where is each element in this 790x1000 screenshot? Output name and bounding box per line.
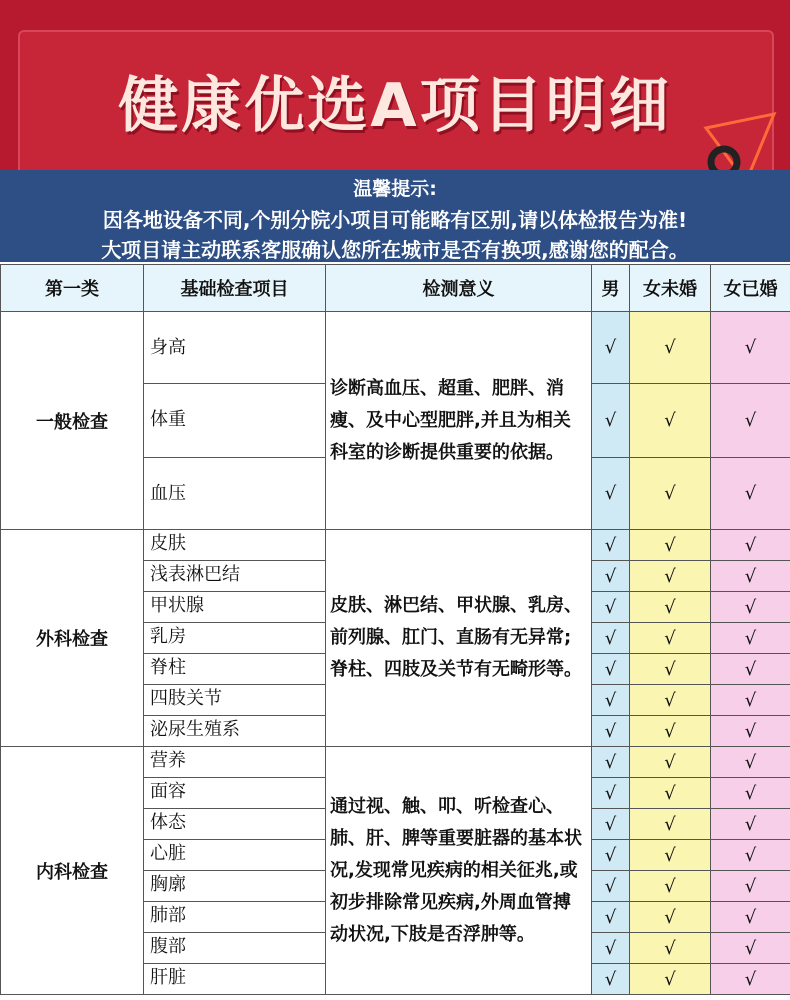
female-married-tick-cell	[711, 778, 790, 809]
check-mark-icon: √	[604, 689, 617, 711]
check-mark-icon: √	[744, 337, 757, 358]
check-mark-icon: √	[604, 410, 617, 431]
category-cell: 一般检查	[1, 312, 144, 530]
male-tick-cell	[592, 902, 630, 933]
female-married-tick-cell	[711, 384, 790, 458]
item-cell	[144, 809, 326, 840]
check-mark-icon: √	[744, 968, 757, 990]
female-unmarried-tick-cell	[630, 623, 711, 654]
check-mark-icon: √	[664, 534, 676, 556]
check-mark-icon: √	[664, 596, 676, 618]
notice-line-1: 因各地设备不同,个别分院小项目可能略有区别,请以体检报告为准!	[102, 208, 688, 232]
item-cell	[144, 933, 326, 964]
female-unmarried-tick-cell	[630, 654, 711, 685]
item-cell	[144, 685, 326, 716]
check-mark-icon: √	[664, 844, 676, 866]
category-cell: 内科检查	[1, 747, 144, 995]
check-mark-icon: √	[744, 689, 757, 711]
notice-title: 温馨提示:	[353, 178, 437, 200]
female-unmarried-tick-cell	[630, 530, 711, 561]
item-label: 血压	[150, 483, 186, 504]
female-unmarried-tick-cell	[630, 747, 711, 778]
check-mark-icon: √	[664, 627, 676, 649]
page-title: 健康优选A项目明细	[118, 71, 672, 141]
check-mark-icon: √	[744, 844, 757, 866]
check-mark-icon: √	[664, 337, 676, 358]
check-mark-icon: √	[744, 720, 757, 742]
check-mark-icon: √	[664, 813, 676, 835]
notice-line-2: 大项目请主动联系客服确认您所在城市是否有换项,感谢您的配合。	[101, 238, 689, 262]
item-cell	[144, 964, 326, 995]
item-label: 心脏	[150, 843, 186, 864]
check-mark-icon: √	[744, 410, 757, 431]
check-mark-icon: √	[604, 875, 617, 897]
item-cell	[144, 623, 326, 654]
female-unmarried-tick-cell	[630, 592, 711, 623]
check-mark-icon: √	[664, 875, 676, 897]
item-label: 胸廓	[150, 874, 186, 895]
check-mark-icon: √	[664, 689, 676, 711]
female-married-tick-cell	[711, 623, 790, 654]
male-tick-cell	[592, 778, 630, 809]
female-married-tick-cell	[711, 716, 790, 747]
female-married-tick-cell	[711, 312, 790, 384]
check-mark-icon: √	[744, 875, 757, 897]
item-label: 脊柱	[150, 657, 186, 678]
male-tick-cell	[592, 530, 630, 561]
check-mark-icon: √	[744, 534, 757, 556]
check-mark-icon: √	[744, 782, 757, 804]
item-cell	[144, 840, 326, 871]
male-tick-cell	[592, 592, 630, 623]
female-married-tick-cell	[711, 654, 790, 685]
female-unmarried-tick-cell	[630, 778, 711, 809]
item-cell	[144, 747, 326, 778]
male-tick-cell	[592, 933, 630, 964]
check-mark-icon: √	[744, 658, 757, 680]
check-mark-icon: √	[664, 937, 676, 959]
check-mark-icon: √	[604, 906, 617, 928]
item-cell	[144, 458, 326, 530]
header-item: 基础检查项目	[144, 265, 326, 312]
female-unmarried-tick-cell	[630, 809, 711, 840]
header-female-unmarried: 女未婚	[630, 265, 711, 312]
female-unmarried-tick-cell	[630, 384, 711, 458]
check-mark-icon: √	[664, 565, 676, 587]
check-mark-icon: √	[604, 658, 617, 680]
check-mark-icon: √	[744, 627, 757, 649]
check-mark-icon: √	[604, 844, 617, 866]
male-tick-cell	[592, 871, 630, 902]
decorative-triangle-icon	[700, 110, 780, 170]
female-unmarried-tick-cell	[630, 840, 711, 871]
notice-box	[0, 170, 790, 262]
female-unmarried-tick-cell	[630, 685, 711, 716]
male-tick-cell	[592, 654, 630, 685]
item-cell	[144, 778, 326, 809]
meaning-cell: 诊断高血压、超重、肥胖、消瘦、及中心型肥胖,并且为相关科室的诊断提供重要的依据。	[326, 312, 592, 530]
check-mark-icon: √	[664, 483, 676, 504]
item-cell	[144, 592, 326, 623]
check-mark-icon: √	[604, 565, 617, 587]
item-label: 四肢关节	[150, 688, 222, 709]
female-married-tick-cell	[711, 685, 790, 716]
check-mark-icon: √	[664, 410, 676, 431]
item-cell	[144, 716, 326, 747]
check-mark-icon: √	[744, 937, 757, 959]
check-mark-icon: √	[664, 658, 676, 680]
check-mark-icon: √	[664, 968, 676, 990]
check-mark-icon: √	[604, 968, 617, 990]
female-married-tick-cell	[711, 747, 790, 778]
male-tick-cell	[592, 623, 630, 654]
female-married-tick-cell	[711, 530, 790, 561]
table-row	[1, 530, 790, 561]
item-label: 甲状腺	[150, 595, 204, 616]
item-label: 营养	[150, 750, 186, 771]
item-label: 泌尿生殖系	[150, 719, 240, 740]
check-mark-icon: √	[744, 751, 757, 773]
female-married-tick-cell	[711, 964, 790, 995]
check-mark-icon: √	[604, 337, 617, 358]
check-mark-icon: √	[664, 782, 676, 804]
check-mark-icon: √	[604, 782, 617, 804]
female-married-tick-cell	[711, 458, 790, 530]
item-label: 肺部	[150, 905, 186, 926]
female-unmarried-tick-cell	[630, 458, 711, 530]
header-female-married: 女已婚	[711, 265, 790, 312]
meaning-cell: 皮肤、淋巴结、甲状腺、乳房、前列腺、肛门、直肠有无异常;脊柱、四肢及关节有无畸形等。	[326, 530, 592, 747]
item-label: 体重	[150, 409, 186, 430]
category-cell: 外科检查	[1, 530, 144, 747]
check-mark-icon: √	[744, 813, 757, 835]
check-mark-icon: √	[604, 813, 617, 835]
check-mark-icon: √	[744, 483, 757, 504]
male-tick-cell	[592, 312, 630, 384]
table-header-row	[1, 265, 790, 312]
item-label: 面容	[150, 781, 186, 802]
item-cell	[144, 312, 326, 384]
check-mark-icon: √	[604, 596, 617, 618]
female-married-tick-cell	[711, 561, 790, 592]
item-cell	[144, 871, 326, 902]
check-mark-icon: √	[604, 937, 617, 959]
female-married-tick-cell	[711, 840, 790, 871]
item-label: 腹部	[150, 936, 186, 957]
item-cell	[144, 561, 326, 592]
female-married-tick-cell	[711, 933, 790, 964]
male-tick-cell	[592, 561, 630, 592]
item-label: 乳房	[150, 626, 186, 647]
male-tick-cell	[592, 747, 630, 778]
female-unmarried-tick-cell	[630, 561, 711, 592]
check-mark-icon: √	[604, 720, 617, 742]
check-mark-icon: √	[604, 534, 617, 556]
check-mark-icon: √	[744, 565, 757, 587]
check-mark-icon: √	[664, 906, 676, 928]
female-unmarried-tick-cell	[630, 312, 711, 384]
male-tick-cell	[592, 716, 630, 747]
header-banner	[0, 0, 790, 170]
female-married-tick-cell	[711, 871, 790, 902]
check-mark-icon: √	[744, 906, 757, 928]
item-cell	[144, 384, 326, 458]
female-married-tick-cell	[711, 592, 790, 623]
male-tick-cell	[592, 964, 630, 995]
male-tick-cell	[592, 809, 630, 840]
female-unmarried-tick-cell	[630, 933, 711, 964]
female-unmarried-tick-cell	[630, 902, 711, 933]
female-unmarried-tick-cell	[630, 871, 711, 902]
female-married-tick-cell	[711, 809, 790, 840]
male-tick-cell	[592, 458, 630, 530]
check-mark-icon: √	[664, 720, 676, 742]
item-label: 体态	[150, 812, 186, 833]
header-male: 男	[592, 265, 630, 312]
item-label: 肝脏	[150, 967, 186, 988]
meaning-cell: 通过视、触、叩、听检查心、肺、肝、脾等重要脏器的基本状况,发现常见疾病的相关征兆,或初步排除常见疾病,外周血管搏动状况,下肢是否浮肿等。	[326, 747, 592, 995]
item-label: 身高	[150, 337, 186, 358]
check-mark-icon: √	[664, 751, 676, 773]
header-category: 第一类	[1, 265, 144, 312]
check-mark-icon: √	[604, 627, 617, 649]
female-unmarried-tick-cell	[630, 716, 711, 747]
check-mark-icon: √	[604, 483, 617, 504]
check-mark-icon: √	[604, 751, 617, 773]
item-label: 浅表淋巴结	[150, 564, 240, 585]
female-married-tick-cell	[711, 902, 790, 933]
item-cell	[144, 902, 326, 933]
exam-items-table	[0, 264, 790, 995]
header-meaning: 检测意义	[326, 265, 592, 312]
table-row	[1, 747, 790, 778]
item-label: 皮肤	[150, 533, 186, 554]
item-cell	[144, 530, 326, 561]
male-tick-cell	[592, 840, 630, 871]
female-unmarried-tick-cell	[630, 964, 711, 995]
check-mark-icon: √	[744, 596, 757, 618]
male-tick-cell	[592, 685, 630, 716]
table-row	[1, 312, 790, 384]
item-cell	[144, 654, 326, 685]
male-tick-cell	[592, 384, 630, 458]
